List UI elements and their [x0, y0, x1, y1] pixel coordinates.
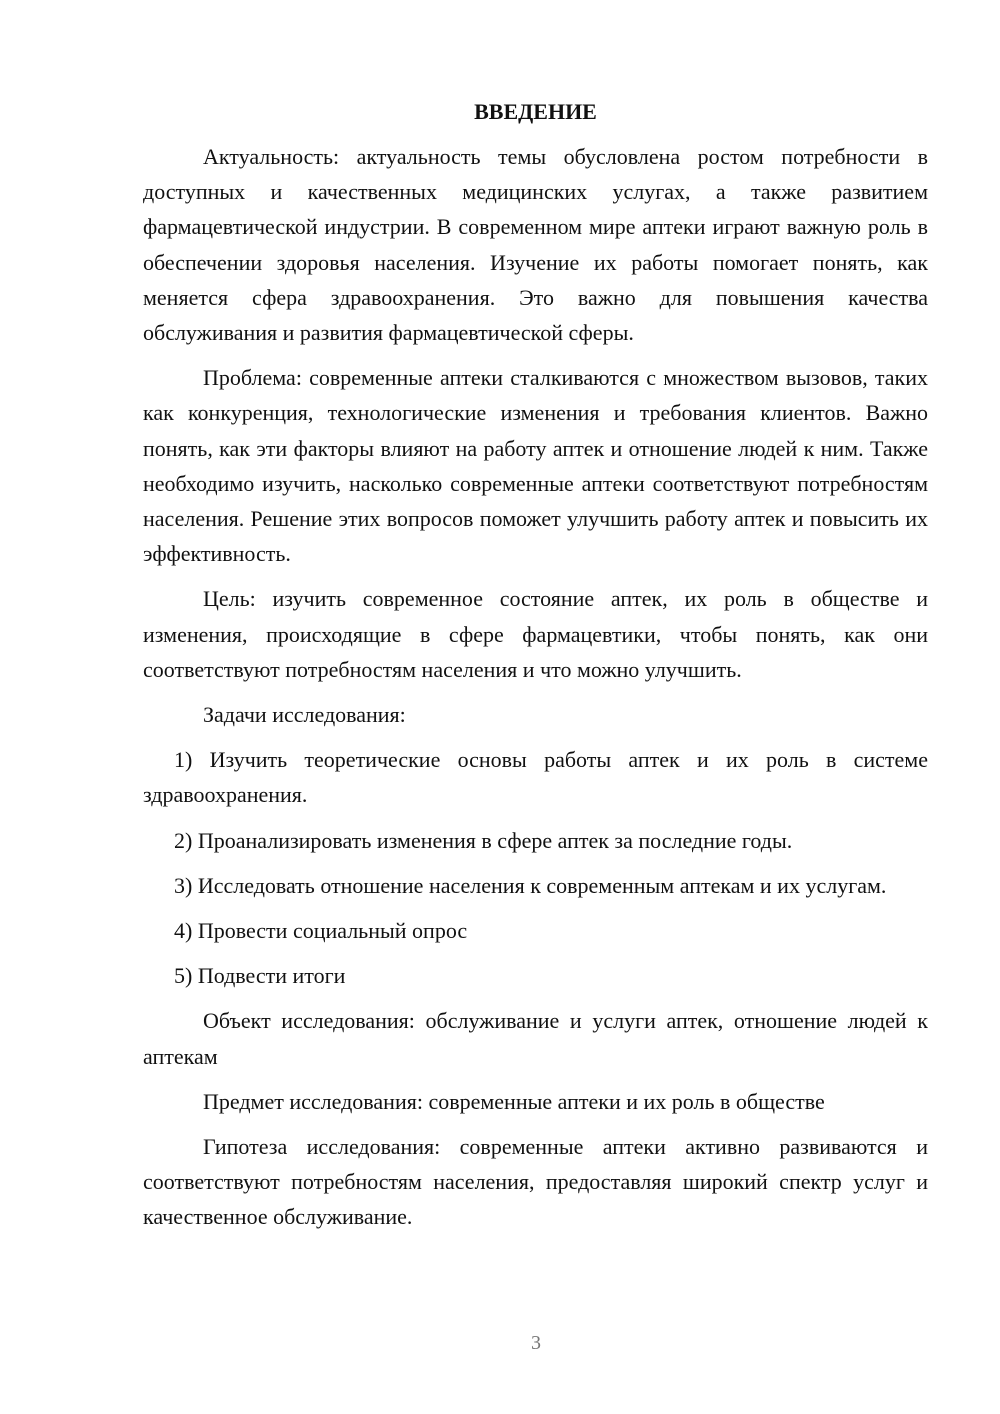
- subject-paragraph: Предмет исследования: современные аптеки и их роль в обществе: [203, 1088, 825, 1114]
- goal-paragraph: Цель: изучить современное состояние аптек, их роль в обществе и изменения, происходящие в сфере фармацевтики, чтобы понять, как они соответствуют потребностям населения и что можно улучшить.: [143, 586, 928, 682]
- task-item: 2) Проанализировать изменения в сфере аптек за последние годы.: [174, 827, 793, 853]
- task-item: 4) Провести социальный опрос: [174, 918, 468, 944]
- section-title: ВВЕДЕНИЕ: [474, 99, 597, 124]
- tasks-heading: Задачи исследования:: [203, 702, 406, 728]
- task-item: 3) Исследовать отношение населения к современным аптекам и их услугам.: [174, 872, 887, 898]
- object-paragraph: Объект исследования: обслуживание и услуги аптек, отношение людей к аптекам: [143, 1008, 928, 1069]
- hypothesis-paragraph: Гипотеза исследования: современные аптеки активно развиваются и соответствуют потребностям населения, предоставляя широкий спектр услуг и качественное обслуживание.: [143, 1134, 928, 1230]
- task-item: 5) Подвести итоги: [174, 963, 346, 989]
- problem-paragraph: Проблема: современные аптеки сталкиваются с множеством вызовов, таких как конкуренция, технологические изменения и требования клиентов. Важно понять, как эти факторы влияют на работу аптек и отношение людей к ним. Также необходимо изучить, насколько современные аптеки соответствуют потребностям населения. Решение этих вопросов поможет улучшить работу аптек и повысить их эффективность.: [143, 365, 928, 567]
- task-item: 1) Изучить теоретические основы работы аптек и их роль в системе здравоохранения.: [143, 747, 928, 808]
- page-number: 3: [531, 1332, 541, 1354]
- document-body: [143, 94, 928, 1245]
- relevance-paragraph: Актуальность: актуальность темы обусловлена ростом потребности в доступных и качественных медицинских услугах, а также развитием фармацевтической индустрии. В современном мире аптеки играют важную роль в обеспечении здоровья населения. Изучение их работы помогает понять, как меняется сфера здравоохранения. Это важно для повышения качества обслуживания и развития фармацевтической сферы.: [143, 144, 928, 346]
